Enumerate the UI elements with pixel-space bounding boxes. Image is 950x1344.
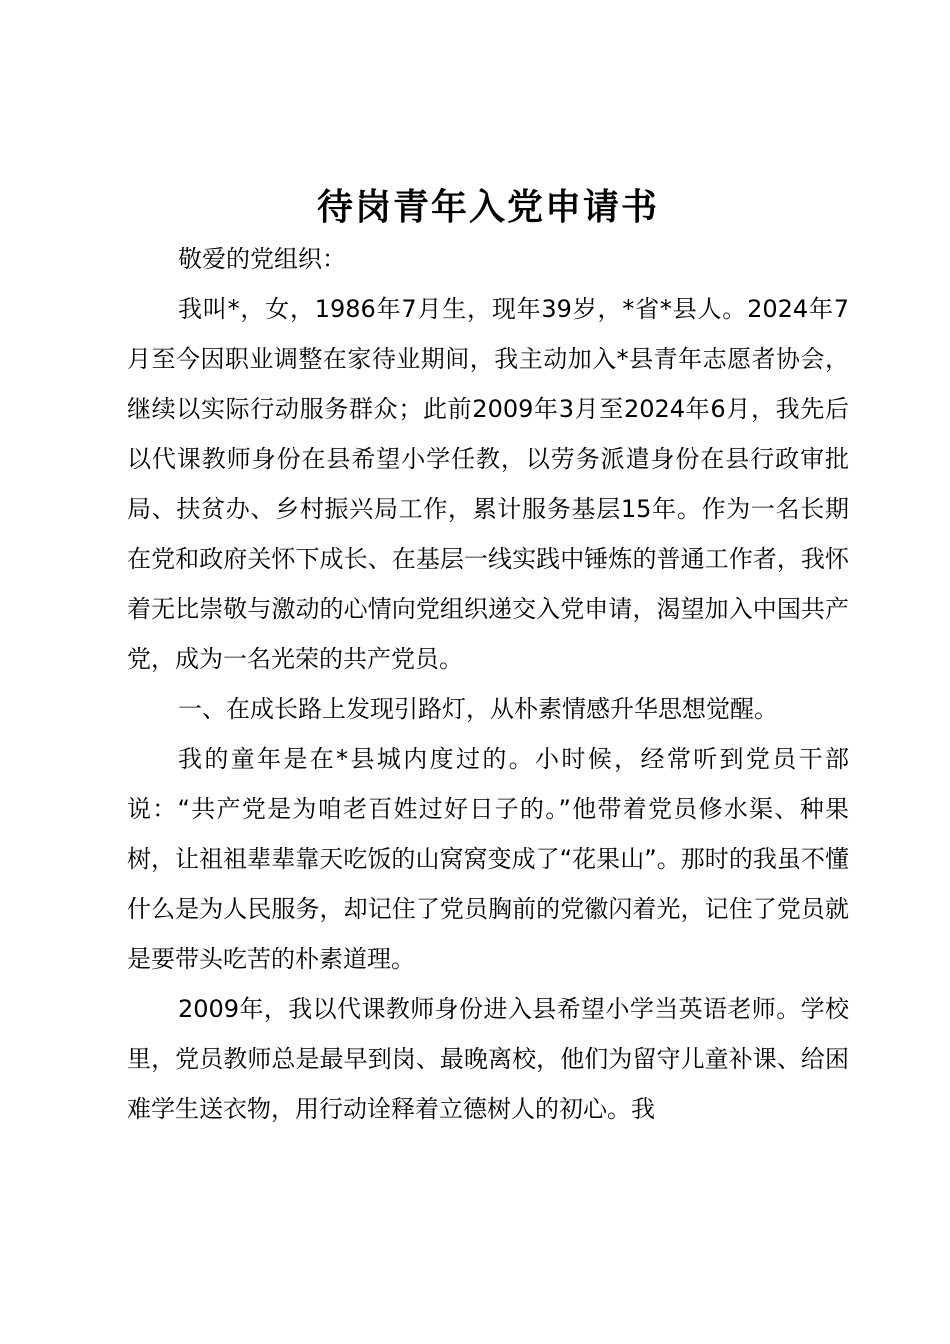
section-heading-one: 一、在成长路上发现引路灯，从朴素情感升华思想觉醒。 bbox=[178, 695, 778, 723]
document-body bbox=[127, 180, 849, 1134]
paragraph-teaching: 2009年，我以代课教师身份进入县希望小学当英语老师。学校里，党员教师总是最早到岗、最晚离校，他们为留守儿童补课、给困难学生送衣物，用行动诠释着立德树人的初心。我 bbox=[127, 995, 849, 1123]
paragraph-introduction: 我叫*，女，1986年7月生，现年39岁，*省*县人。2024年7月至今因职业调整在家待业期间，我主动加入*县青年志愿者协会，继续以实际行动服务群众；此前2009年3月至2024年6月，我先后以代课教师身份在县希望小学任教，以劳务派遣身份在县行政审批局、扶贫办、乡村振兴局工作，累计服务基层15年。作为一名长期在党和政府关怀下成长、在基层一线实践中锤炼的普通工作者，我怀着无比崇敬与激动的心情向党组织递交入党申请，渴望加入中国共产党，成为一名光荣的共产党员。 bbox=[127, 295, 849, 673]
paragraph-childhood: 我的童年是在*县城内度过的。小时候，经常听到党员干部说：“共产党是为咱老百姓过好日子的。”他带着党员修水渠、种果树，让祖祖辈辈靠天吃饭的山窝窝变成了“花果山”。那时的我虽不懂什么是为人民服务，却记住了党员胸前的党徽闪着光，记住了党员就是要带头吃苦的朴素道理。 bbox=[127, 745, 849, 973]
salutation: 敬爱的党组织： bbox=[178, 245, 346, 273]
document-title: 待岗青年入党申请书 bbox=[316, 186, 659, 228]
